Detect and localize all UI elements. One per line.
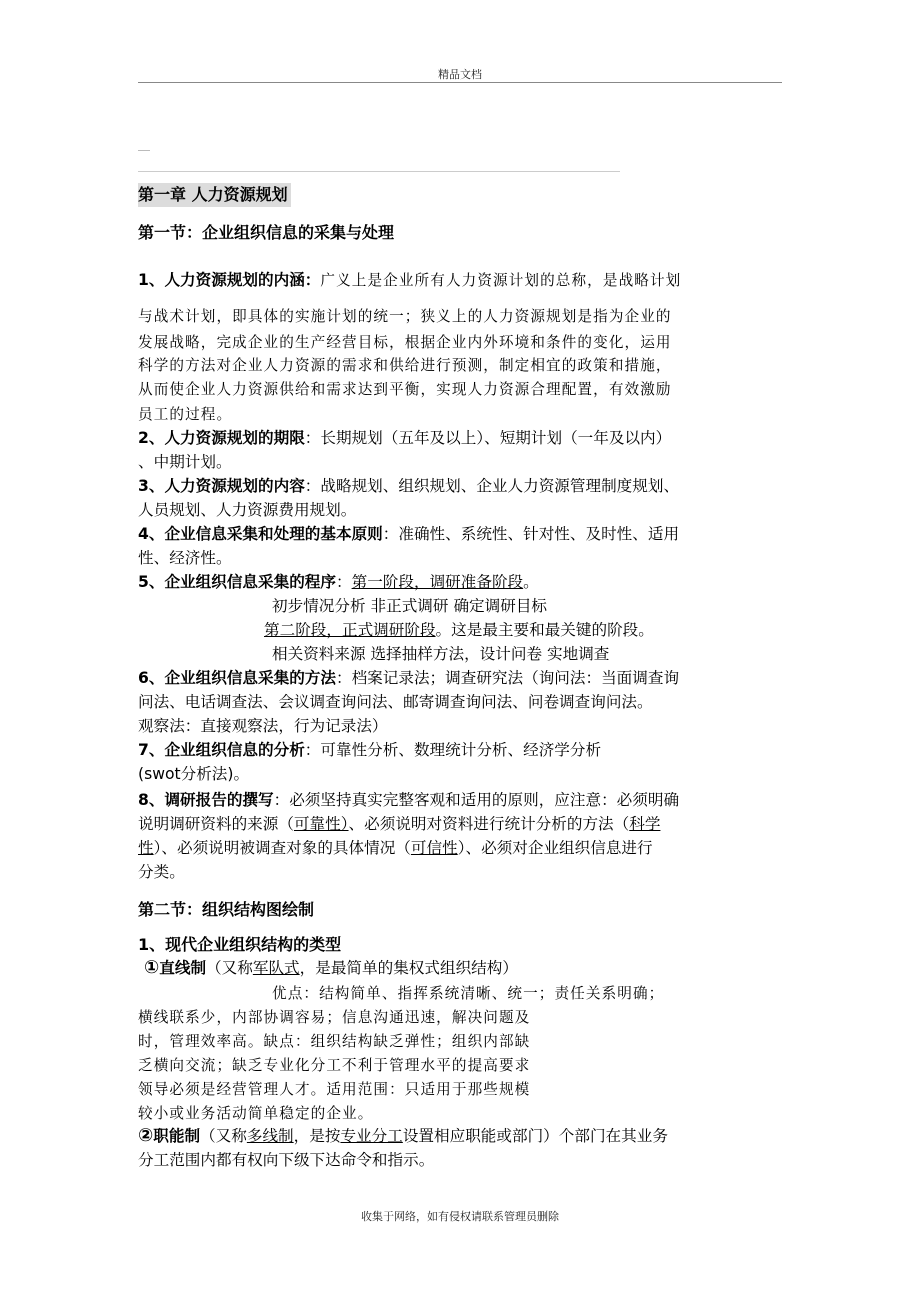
- linear-k6: 较小或业务活动简单稳定的企业。: [138, 1105, 374, 1122]
- p8-l2u1: 可靠性）: [293, 815, 349, 833]
- p1-label: 1、人力资源规划的内涵：: [138, 271, 321, 289]
- linear-line1: [144, 956, 518, 978]
- p3-l1: ：战略规划、组织规划、企业人力资源管理制度规划、: [304, 477, 680, 495]
- linear-desc-a: （又称: [206, 959, 253, 977]
- p3-label: 3、人力资源规划的内容: [138, 477, 305, 495]
- mark-short: [138, 150, 150, 151]
- functional-desc-u2: 专业分工: [340, 1127, 403, 1145]
- functional-desc-b: ，是按: [293, 1127, 341, 1145]
- functional-num: ②: [138, 1125, 154, 1146]
- p3-l2: 人员规划、人力资源费用规划。: [138, 501, 357, 519]
- p7-l2: (swot分析法)。: [138, 765, 250, 783]
- functional-desc-u1: 多线制: [246, 1127, 294, 1145]
- functional-l2: 分工范围内都有权向下级下达命令和指示。: [138, 1151, 435, 1169]
- p6-l2: 问法、电话调查法、会议调查询问法、邮寄调查询问法、问卷调查询问法。: [138, 693, 653, 711]
- p8-l2a: 说明调研资料的来源（: [138, 815, 294, 833]
- p8-l4: 分类。: [138, 863, 185, 881]
- p2-line1: [138, 426, 671, 448]
- p2-label: 2、人力资源规划的期限: [138, 429, 305, 447]
- p8-l3a: ）、必须说明被调查对象的具体情况（: [153, 839, 411, 857]
- p6-line1: [138, 666, 679, 688]
- mark-long: [138, 171, 620, 172]
- p5-colon: ：: [335, 573, 352, 591]
- p8-line2: [138, 812, 660, 834]
- p5-label: 5、企业组织信息采集的程序: [138, 573, 336, 591]
- p1-l4: 科学的方法对企业人力资源的需求和供给进行预测，制定相宜的政策和措施，: [138, 357, 672, 374]
- page-footer: 收集于网络，如有侵权请联系管理员删除: [361, 1210, 559, 1223]
- chapter-title: 第一章 人力资源规划: [138, 183, 291, 207]
- functional-desc-c: 设置相应职能或部门）个部门在其业务: [402, 1127, 668, 1145]
- linear-k1: 优点：结构简单、指挥系统清晰、统一；责任关系明确；: [272, 985, 665, 1002]
- p6-l1: ：档案记录法；调查研究法（询问法：当面调查询: [335, 669, 680, 687]
- p4-line1: [138, 522, 679, 544]
- p3-line1: [138, 474, 679, 496]
- p1-l3: 发展战略，完成企业的生产经营目标，根据企业内外环境和条件的变化，运用: [138, 334, 672, 351]
- p5-stage2-end: 。这是最主要和最关键的阶段。: [435, 621, 654, 639]
- p7-label: 7、企业组织信息的分析: [138, 741, 305, 759]
- p2-l2: 、中期计划。: [138, 453, 232, 471]
- functional-line1: [138, 1124, 668, 1146]
- p4-l1: ：准确性、系统性、针对性、及时性、适用: [382, 525, 680, 543]
- p1-l2: 与战术计划，即具体的实施计划的统一；狭义上的人力资源规划是指为企业的: [138, 308, 672, 325]
- page-header: 精品文档: [438, 68, 482, 81]
- p8-l1: ：必须坚持真实完整客观和适用的原则，应注意：必须明确: [273, 791, 680, 809]
- p6-label: 6、企业组织信息采集的方法: [138, 669, 336, 687]
- p4-label: 4、企业信息采集和处理的基本原则: [138, 525, 383, 543]
- p1-l1: 广义上是企业所有人力资源计划的总称，是战略计划: [320, 272, 682, 289]
- linear-k5: 领导必须是经营管理人才。适用范围：只适用于那些规模: [138, 1081, 531, 1098]
- p1-l6: 员工的过程。: [138, 406, 233, 423]
- p1-line1: [138, 268, 681, 290]
- p8-l2u2: 科学: [629, 815, 661, 833]
- linear-k2: 横线联系少，内部协调容易；信息沟通迅速，解决问题及: [138, 1009, 531, 1026]
- functional-name: 职能制: [153, 1127, 201, 1145]
- p5-stage1-end: 。: [523, 573, 539, 591]
- linear-desc-u: 军队式: [252, 959, 300, 977]
- p8-l3u2: 性: [138, 839, 154, 857]
- linear-name: 直线制: [159, 959, 207, 977]
- s2-title: 1、现代企业组织结构的类型: [138, 935, 342, 954]
- linear-k4: 乏横向交流；缺乏专业化分工不利于管理水平的提高要求: [138, 1057, 531, 1074]
- linear-num: ①: [144, 957, 160, 978]
- p5-stage1-steps: 初步情况分析 非正式调研 确定调研目标: [272, 597, 548, 615]
- p5-stage2: 第二阶段，正式调研阶段: [264, 621, 436, 639]
- p6-l3: 观察法：直接观察法，行为记录法）: [138, 717, 388, 735]
- p5-line1: [138, 570, 539, 592]
- section1-title: 第一节：企业组织信息的采集与处理: [138, 223, 395, 242]
- p8-label: 8、调研报告的撰写: [138, 791, 274, 809]
- p8-line1: [138, 788, 679, 810]
- p2-l1: ：长期规划（五年及以上）、短期计划（一年及以内）: [304, 429, 672, 447]
- p7-l1: ：可靠性分析、数理统计分析、经济学分析: [304, 741, 602, 759]
- functional-desc-a: （又称: [200, 1127, 247, 1145]
- p7-line1: [138, 738, 601, 760]
- p5-stage1: 第一阶段，调研准备阶段: [351, 573, 524, 591]
- linear-k3: 时，管理效率高。缺点：组织结构缺乏弹性；组织内部缺: [138, 1033, 531, 1050]
- p5-stage2-steps: 相关资料来源 选择抽样方法，设计问卷 实地调查: [272, 645, 610, 663]
- header-divider: [138, 82, 782, 83]
- p4-l2: 性、经济性。: [138, 549, 232, 567]
- p8-l3b: ）、必须对企业组织信息进行: [457, 839, 653, 857]
- section2-title: 第二节：组织结构图绘制: [138, 900, 315, 919]
- p8-l3u3: 可信性: [410, 839, 458, 857]
- p1-l5: 从而使企业人力资源供给和需求达到平衡，实现人力资源合理配置，有效激励: [138, 381, 672, 398]
- p8-l2b: 、必须说明对资料进行统计分析的方法（: [348, 815, 630, 833]
- p5-line3: [264, 618, 654, 640]
- p8-line3: [138, 836, 653, 858]
- linear-desc-b: ，是最简单的集权式组织结构）: [299, 959, 518, 977]
